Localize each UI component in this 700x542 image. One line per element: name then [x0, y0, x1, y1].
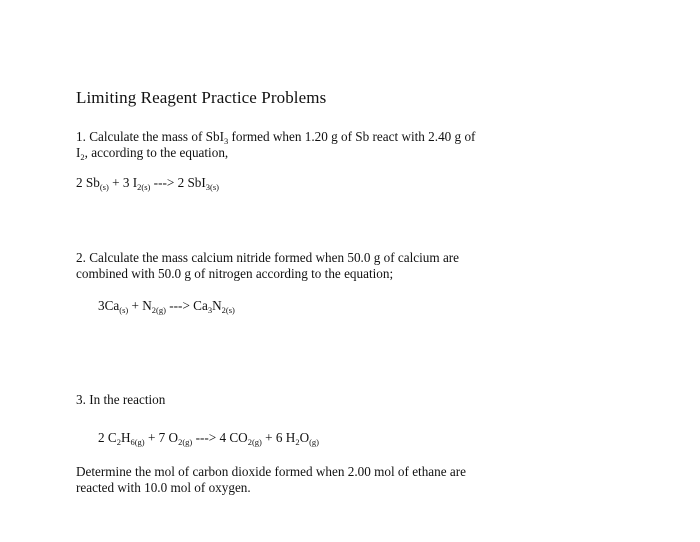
page-title: Limiting Reagent Practice Problems [76, 88, 327, 107]
problem-3-equation: 2 $C_2H_{6(g)} + 7$ $O_{2(g)}$ ---> 4 $CO_{2(g)} + 6$ $H_2O_{(g)}$ [98, 430, 320, 447]
problem-3-intro: 3. In the reaction [76, 392, 166, 407]
problem-2-equation: $3Ca_{(s)} + N_{2(g)}$ ---> $Ca_3N_{2(s)}$ [98, 298, 235, 315]
problem-1-equation: 2 $Sb_{(s)} + 3$ $I_{2(s)}$ ---> 2 SbI$_{3(s)}$ [76, 175, 220, 192]
problem-3-question: Determine the mol of carbon dioxide formed when 2.00 mol of ethane are reacted with 10.0 mol of oxygen. [76, 464, 466, 495]
problem-1-text: 1. Calculate the mass of SbI$_3$ formed when 1.20 g of Sb react with 2.40 g of $I_2$, according to the equation, [76, 129, 476, 162]
problem-2-text: 2. Calculate the mass calcium nitride formed when 50.0 g of calcium are combined with 50.0 g of nitrogen according to the equation; [76, 250, 460, 281]
